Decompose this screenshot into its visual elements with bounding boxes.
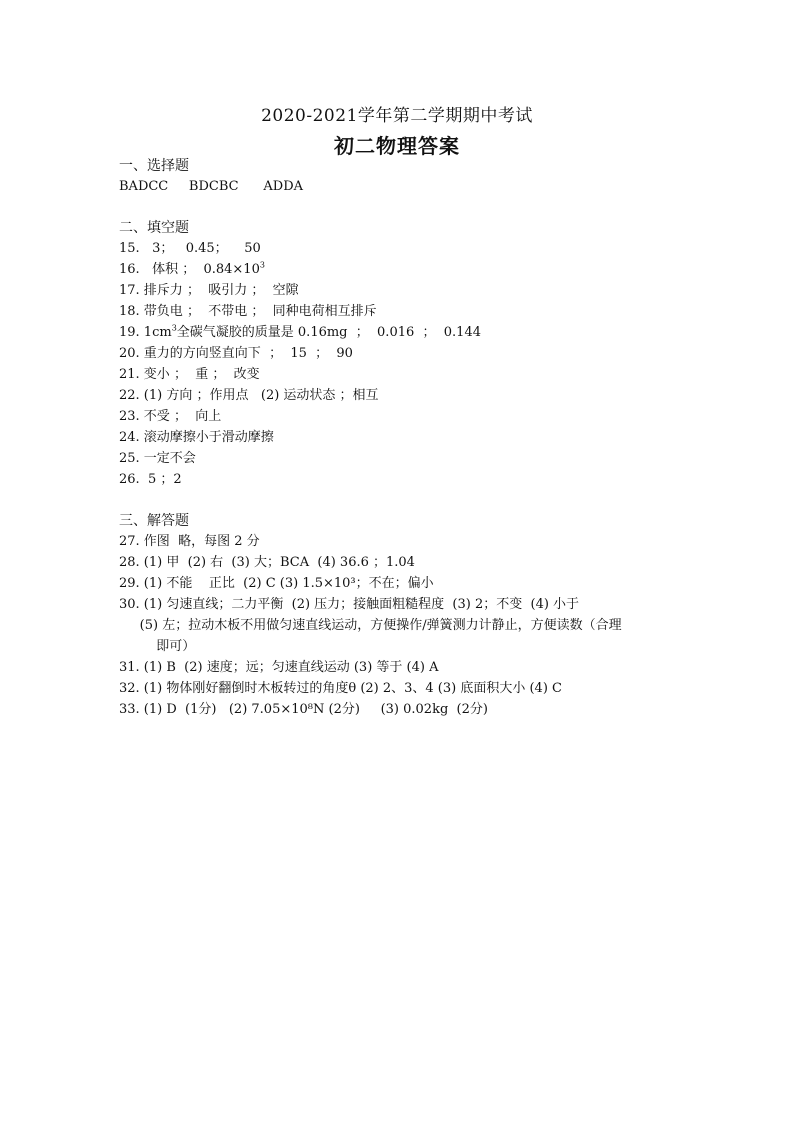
answer-item: 28. (1) 甲 (2) 右 (3) 大；BCA (4) 36.6 ；1.04 [119,555,415,570]
section-heading-fill: 二、填空题 [119,220,189,236]
section-heading-answers: 三、解答题 [119,513,189,529]
answer-item: 31. (1) B (2) 速度；远；匀速直线运动 (3) 等于 (4) A [119,660,439,675]
answer-item: 29. (1) 不能 正比 (2) C (3) 1.5×10³；不在；偏小 [119,576,434,591]
fill-item: 20. 重力的方向竖直向下 ； 15 ； 90 [119,346,353,361]
fill-item: 24. 滚动摩擦小于滑动摩擦 [119,430,274,445]
exam-title: 2020-2021学年第二学期期中考试 [261,106,533,126]
section-heading-choice: 一、选择题 [119,158,189,174]
fill-item: 18. 带负电 ； 不带电 ； 同种电荷相互排斥 [119,304,377,319]
exam-subtitle: 初二物理答案 [334,134,460,158]
fill-item: 25. 一定不会 [119,451,196,466]
fill-item: 19. $1cm^3$全碳气凝胶的质量是 0.16mg ； 0.016 ； 0.144 [119,323,481,340]
fill-item: 23. 不受 ； 向上 [119,409,222,424]
answer-item: 27. 作图 略，每图 2 分 [119,534,260,549]
fill-item: 17. 排斥力 ； 吸引力 ； 空隙 [119,283,299,298]
answer-item: 30. (1) 匀速直线；二力平衡 (2) 压力；接触面粗糙程度 (3) 2；不变 (4) 小于 [119,597,580,612]
fill-item: 16. 体积 ； $0.84\times 10^3$ [119,260,265,277]
answer-item: 32. (1) 物体刚好翻倒时木板转过的角度θ (2) 2、3、4 (3) 底面积大小 (4) C [119,681,562,696]
choice-answers: BADCC BDCBC ADDA [119,179,303,194]
answer-item: (5) 左；拉动木板不用做匀速直线运动，方便操作/弹簧测力计静止，方便读数（合理 [119,618,622,633]
fill-item: 22. (1) 方向 ；作用点 (2) 运动状态 ；相互 [119,388,379,403]
fill-item: 15. 3； 0.45； 50 [119,241,261,256]
fill-item: 21. 变小 ； 重 ； 改变 [119,367,260,382]
answer-item: 33. (1) D (1分) (2) 7.05×10⁸N (2分) (3) 0.02kg (2分) [119,702,488,717]
answer-item: 即可） [119,639,196,654]
fill-item: 26. 5 ；2 [119,472,182,487]
